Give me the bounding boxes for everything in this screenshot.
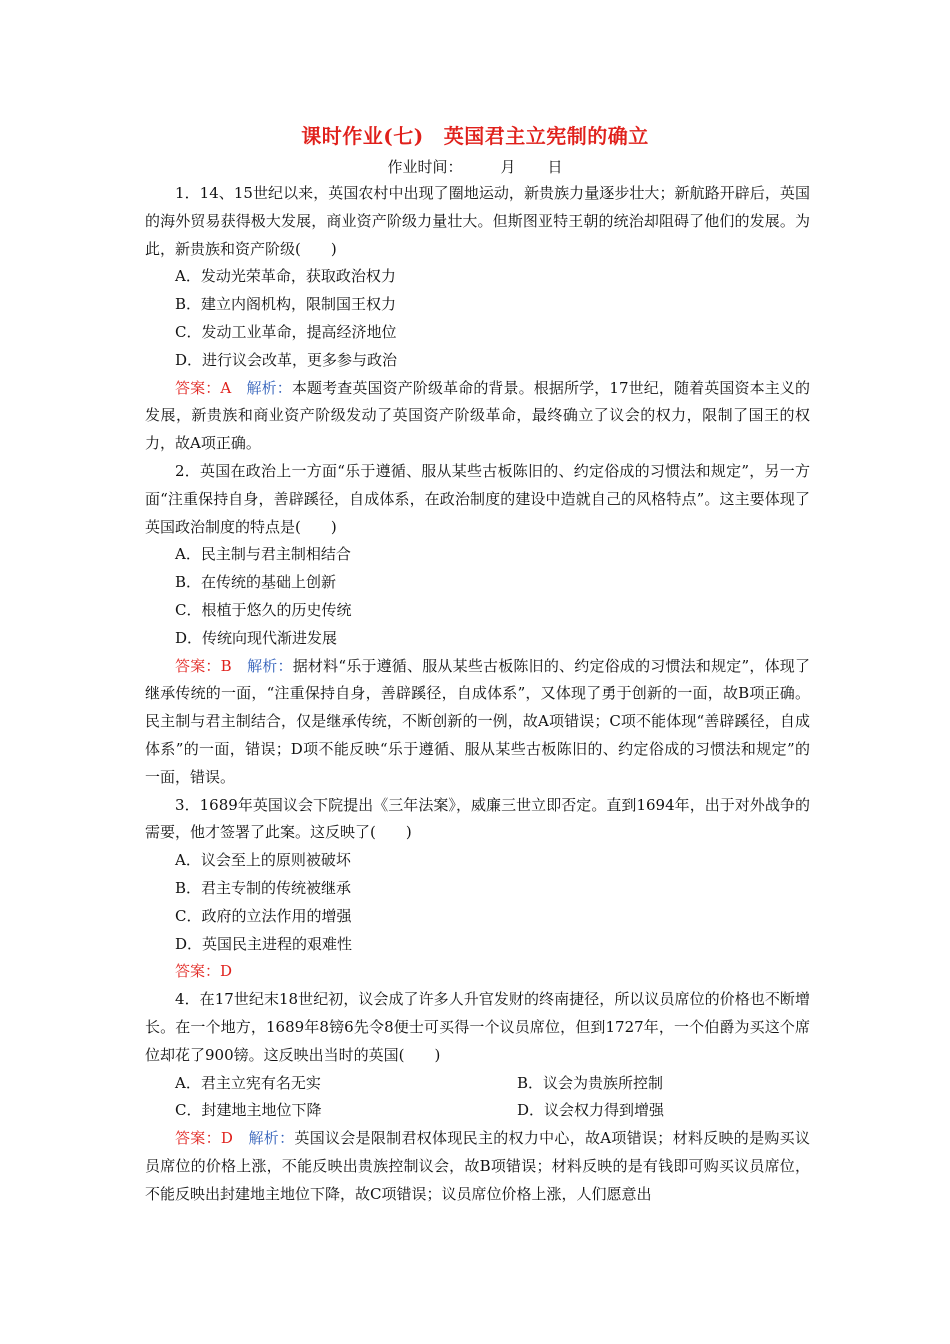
option-a: A．君主立宪有名无实 xyxy=(175,1073,321,1092)
option-d: D．传统向现代渐进发展 xyxy=(175,628,338,647)
option-c: C．政府的立法作用的增强 xyxy=(175,906,352,925)
question-list xyxy=(145,180,810,1208)
analysis-label: 解析： xyxy=(248,1129,295,1148)
homework-time-day: 日 xyxy=(547,158,563,176)
option-b: B．在传统的基础上创新 xyxy=(175,573,337,592)
option-b: B．建立内阁机构，限制国王权力 xyxy=(175,295,397,314)
question-2 xyxy=(145,458,810,792)
answer-value: D xyxy=(220,962,233,981)
page-title xyxy=(0,120,950,149)
option-d: D．英国民主进程的艰难性 xyxy=(175,934,353,953)
option-b: B．议会为贵族所控制 xyxy=(517,1073,664,1092)
question-stem: 2．英国在政治上一方面“乐于遵循、服从某些古板陈旧的、约定俗成的习惯法和规定”，另一方面“注重保持自身，善辟蹊径，自成体系，在政治制度的建设中造就自己的风格特点”。这主要体现了英国政治制度的特点是( ) xyxy=(145,461,810,536)
answer-value: B xyxy=(220,656,232,675)
answer-label: 答案： xyxy=(175,1129,221,1148)
answer-label: 答案： xyxy=(175,656,221,675)
option-a: A．发动光荣革命，获取政治权力 xyxy=(175,267,396,286)
answer-label: 答案： xyxy=(175,378,221,397)
title-series: 课时作业(七) xyxy=(301,124,424,148)
answer-value: A xyxy=(220,378,232,397)
answer-value: D xyxy=(220,1129,233,1148)
question-4 xyxy=(145,986,810,1208)
option-c: C．封建地主地位下降 xyxy=(175,1101,322,1120)
answer-label: 答案： xyxy=(175,962,221,981)
option-d: D．进行议会改革，更多参与政治 xyxy=(175,350,398,369)
option-b: B．君主专制的传统被继承 xyxy=(175,878,352,897)
analysis-text: 本题考查英国资产阶级革命的背景。根据所学，17世纪，随着英国资本主义的发展，新贵族和商业资产阶级发动了英国资产阶级革命，最终确立了议会的权力，限制了国王的权力，故A项正确。 xyxy=(145,378,810,453)
option-row-1 xyxy=(145,1070,810,1098)
answer-block xyxy=(145,958,810,986)
title-topic: 英国君主立宪制的确立 xyxy=(443,124,649,148)
option-row-2 xyxy=(145,1097,810,1125)
question-stem: 1．14、15世纪以来，英国农村中出现了圈地运动，新贵族力量逐步壮大；新航路开辟后，英国的海外贸易获得极大发展，商业资产阶级力量壮大。但斯图亚特王朝的统治却阻碍了他们的发展。为此，新贵族和资产阶级( ) xyxy=(145,184,810,258)
answer-block xyxy=(145,375,810,458)
question-stem: 4．在17世纪末18世纪初，议会成了许多人升官发财的终南捷径，所以议员席位的价格也不断增长。在一个地方，1689年8镑6先令8便士可买得一个议员席位，但到1727年，一个伯爵为买这个席位却花了900镑。这反映出当时的英国( ) xyxy=(145,990,810,1064)
analysis-label: 解析： xyxy=(246,378,292,397)
option-c: C．发动工业革命，提高经济地位 xyxy=(175,322,397,341)
analysis-text: 英国议会是限制君权体现民主的权力中心，故A项错误；材料反映的是购买议员席位的价格上涨，不能反映出贵族控制议会，故B项错误；材料反映的是有钱即可购买议员席位，不能反映出封建地主地位下降，故C项错误；议员席位价格上涨，人们愿意出 xyxy=(145,1129,810,1203)
question-3 xyxy=(145,792,810,987)
answer-block xyxy=(145,653,810,792)
analysis-text: 据材料“乐于遵循、服从某些古板陈旧的、约定俗成的习惯法和规定”，体现了继承传统的一面，“注重保持自身，善辟蹊径，自成体系”，又体现了勇于创新的一面，故B项正确。民主制与君主制结合，仅是继承传统，不断创新的一例，故A项错误；C项不能体现“善辟蹊径，自成体系”的一面，错误；D项不能反映“乐于遵循、服从某些古板陈旧的、约定俗成的习惯法和规定”的一面，错误。 xyxy=(145,656,810,786)
option-a: A．民主制与君主制相结合 xyxy=(175,545,351,564)
option-a: A．议会至上的原则被破坏 xyxy=(175,851,351,870)
answer-block xyxy=(145,1125,810,1208)
homework-time-line xyxy=(0,156,950,177)
option-d: D．议会权力得到增强 xyxy=(517,1101,665,1120)
question-stem: 3．1689年英国议会下院提出《三年法案》，威廉三世立即否定。直到1694年，出于对外战争的需要，他才签署了此案。这反映了( ) xyxy=(145,795,810,842)
homework-time-month: 月 xyxy=(500,158,516,176)
question-1 xyxy=(145,180,810,458)
analysis-label: 解析： xyxy=(247,656,293,675)
option-c: C．根植于悠久的历史传统 xyxy=(175,600,352,619)
homework-time-label: 作业时间： xyxy=(387,158,463,176)
